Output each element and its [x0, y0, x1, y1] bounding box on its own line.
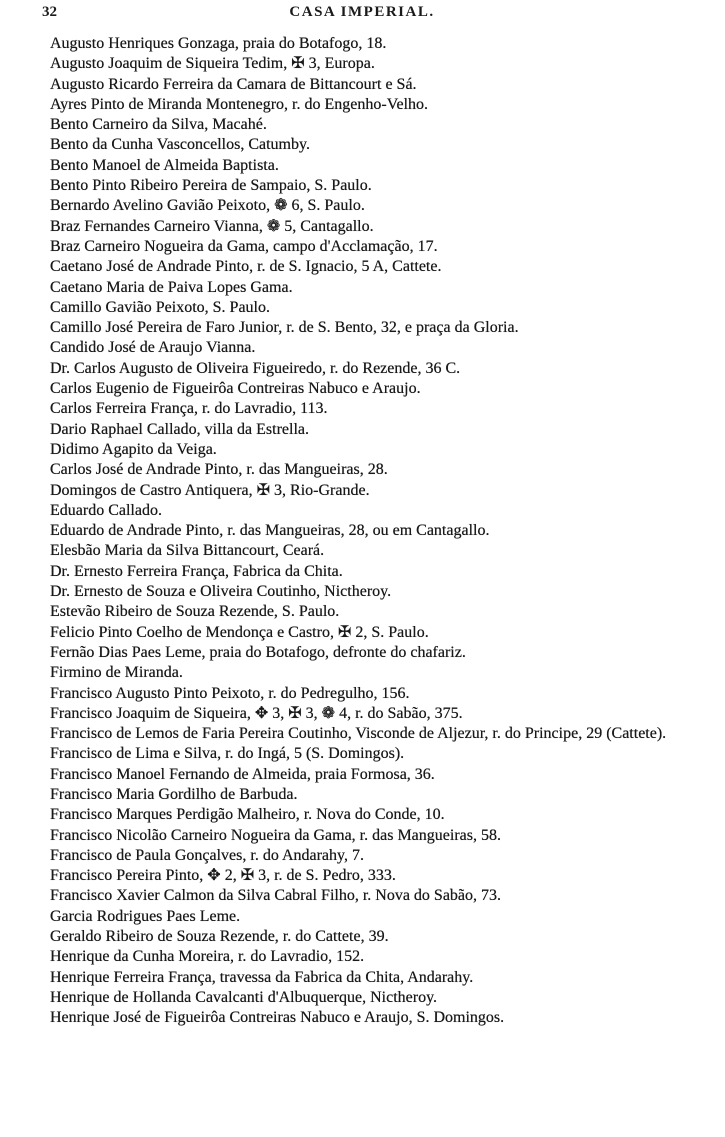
- list-item: Augusto Henriques Gonzaga, praia do Botafogo, 18.: [50, 35, 387, 52]
- list-item: Braz Carneiro Nogueira da Gama, campo d'Acclamação, 17.: [50, 237, 438, 255]
- list-item: Geraldo Ribeiro de Souza Rezende, r. do Cattete, 39.: [50, 928, 389, 946]
- list-item: Caetano José de Andrade Pinto, r. de S. Ignacio, 5 A, Cattete.: [50, 258, 442, 276]
- page-title: CASA IMPERIAL.: [289, 4, 435, 20]
- list-item: Bento Carneiro da Silva, Macahé.: [50, 116, 267, 134]
- list-item: Ayres Pinto de Miranda Montenegro, r. do Engenho-Velho.: [50, 95, 429, 113]
- list-item: Augusto Joaquim de Siqueira Tedim, ✠ 3, Europa.: [50, 55, 375, 73]
- list-item: Domingos de Castro Antiquera, ✠ 3, Rio-Grande.: [50, 481, 370, 499]
- list-item: Francisco de Paula Gonçalves, r. do Andarahy, 7.: [50, 846, 364, 864]
- list-item: Didimo Agapito da Veiga.: [50, 440, 217, 458]
- list-item: Carlos Eugenio de Figueirôa Contreiras Nabuco e Araujo.: [50, 380, 421, 398]
- list-item: Dario Raphael Callado, villa da Estrella.: [50, 420, 310, 438]
- list-item: Francisco Augusto Pinto Peixoto, r. do Pedregulho, 156.: [50, 684, 410, 702]
- list-item: Francisco Xavier Calmon da Silva Cabral Filho, r. Nova do Sabão, 73.: [50, 887, 502, 905]
- list-item: Eduardo de Andrade Pinto, r. das Mangueiras, 28, ou em Cantagallo.: [50, 522, 490, 540]
- name-list: [50, 34, 698, 1029]
- list-item: Bento Pinto Ribeiro Pereira de Sampaio, S. Paulo.: [50, 177, 372, 195]
- list-item: Francisco Maria Gordilho de Barbuda.: [50, 785, 298, 803]
- list-item: Francisco Marques Perdigão Malheiro, r. Nova do Conde, 10.: [50, 806, 445, 824]
- list-item: Caetano Maria de Paiva Lopes Gama.: [50, 278, 293, 296]
- list-item: Garcia Rodrigues Paes Leme.: [50, 907, 241, 925]
- list-item: Henrique de Hollanda Cavalcanti d'Albuquerque, Nictheroy.: [50, 988, 438, 1006]
- list-item: Fernão Dias Paes Leme, praia do Botafogo, defronte do chafariz.: [50, 643, 466, 661]
- list-item: Bernardo Avelino Gavião Peixoto, ❁ 6, S. Paulo.: [50, 197, 365, 215]
- list-item: Henrique Ferreira França, travessa da Fabrica da Chita, Andarahy.: [50, 968, 474, 986]
- list-item: Francisco Pereira Pinto, ✥ 2, ✠ 3, r. de S. Pedro, 333.: [50, 867, 396, 885]
- list-item: Dr. Ernesto de Souza e Oliveira Coutinho, Nictheroy.: [50, 583, 392, 601]
- list-item: Francisco Nicolão Carneiro Nogueira da Gama, r. das Mangueiras, 58.: [50, 826, 501, 844]
- list-item: Henrique José de Figueirôa Contreiras Nabuco e Araujo, S. Domingos.: [50, 1009, 505, 1027]
- list-item: Carlos Ferreira França, r. do Lavradio, 113.: [50, 400, 328, 418]
- list-item: Francisco de Lemos de Faria Pereira Coutinho, Visconde de Aljezur, r. do Principe, 29 (Cattete).: [50, 725, 667, 743]
- page-number: 32: [42, 4, 57, 20]
- list-item: Augusto Ricardo Ferreira da Camara de Bittancourt e Sá.: [50, 75, 417, 93]
- list-item: Braz Fernandes Carneiro Vianna, ❁ 5, Cantagallo.: [50, 217, 374, 235]
- running-header: [42, 4, 682, 26]
- list-item: Estevão Ribeiro de Souza Rezende, S. Paulo.: [50, 603, 340, 621]
- list-item: Bento Manoel de Almeida Baptista.: [50, 156, 279, 174]
- list-item: Carlos José de Andrade Pinto, r. das Mangueiras, 28.: [50, 461, 388, 479]
- list-item: Bento da Cunha Vasconcellos, Catumby.: [50, 136, 310, 154]
- list-item: Dr. Carlos Augusto de Oliveira Figueiredo, r. do Rezende, 36 C.: [50, 359, 461, 377]
- list-item: Henrique da Cunha Moreira, r. do Lavradio, 152.: [50, 948, 365, 966]
- list-item: Camillo Gavião Peixoto, S. Paulo.: [50, 298, 270, 316]
- list-item: Francisco de Lima e Silva, r. do Ingá, 5 (S. Domingos).: [50, 745, 405, 763]
- list-item: Francisco Manoel Fernando de Almeida, praia Formosa, 36.: [50, 765, 435, 783]
- list-item: Eduardo Callado.: [50, 501, 162, 519]
- list-item: Dr. Ernesto Ferreira França, Fabrica da Chita.: [50, 562, 343, 580]
- list-item: Elesbão Maria da Silva Bittancourt, Ceará.: [50, 542, 325, 560]
- list-item: Felicio Pinto Coelho de Mendonça e Castro, ✠ 2, S. Paulo.: [50, 623, 429, 641]
- list-item: Firmino de Miranda.: [50, 664, 183, 682]
- list-item: Candido José de Araujo Vianna.: [50, 339, 256, 357]
- list-item: Camillo José Pereira de Faro Junior, r. de S. Bento, 32, e praça da Gloria.: [50, 319, 519, 337]
- list-item: Francisco Joaquim de Siqueira, ✥ 3, ✠ 3, ❁ 4, r. do Sabão, 375.: [50, 704, 463, 722]
